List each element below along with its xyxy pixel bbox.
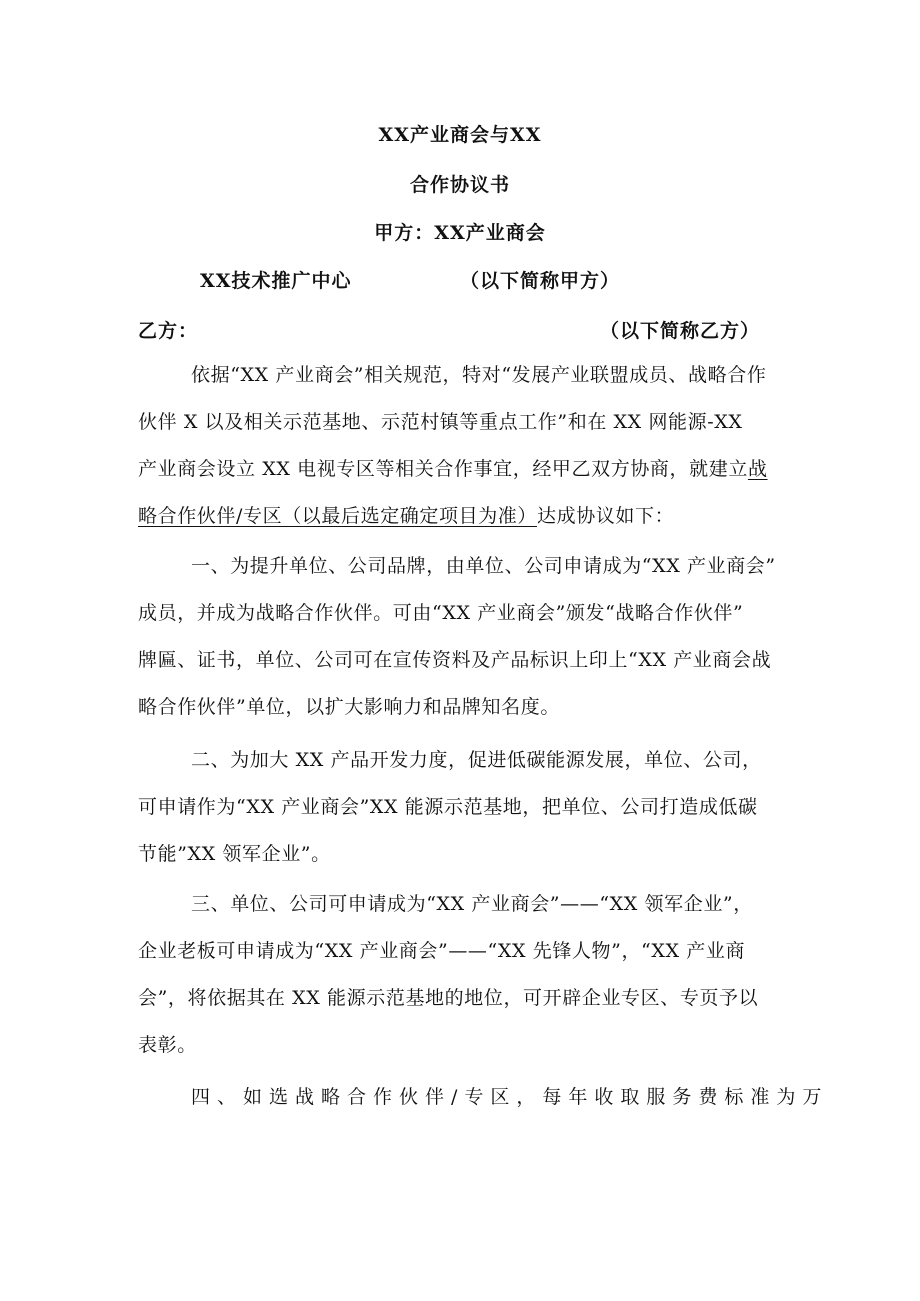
intro-line-4-text: 达成协议如下： <box>537 505 675 527</box>
intro-line-1: 依据“XX 产业商会”相关规范，特对“发展产业联盟成员、战略合作 <box>191 364 767 386</box>
intro-underlined-text-start: 战 <box>747 458 768 480</box>
clause-1-paragraph <box>138 543 786 731</box>
intro-underlined-text: 略合作伙伴/专区（以最后选定确定项目为准） <box>138 505 538 527</box>
intro-paragraph <box>138 352 786 540</box>
party-a-label: 甲方：XX产业商会 <box>374 222 546 244</box>
intro-line-4 <box>138 493 786 540</box>
clause-1-line-4: 略合作伙伴”单位，以扩大影响力和品牌知名度。 <box>138 696 560 718</box>
clause-1-line-2: 成员，并成为战略合作伙伴。可由“XX 产业商会”颁发“战略合作伙伴” <box>138 602 744 624</box>
clause-1-line-1: 一、为提升单位、公司品牌，由单位、公司申请成为“XX 产业商会” <box>191 555 776 577</box>
clause-2-line-3: 节能”XX 领军企业”。 <box>138 843 331 865</box>
intro-line-3-text: 产业商会设立 XX 电视专区等相关合作事宜，经甲乙双方协商，就建立 <box>138 458 748 480</box>
clause-3-line-2: 企业老板可申请成为“XX 产业商会”——“XX 先锋人物”，“XX 产业商 <box>138 940 746 962</box>
document-title-line2: 合作协议书 <box>409 174 510 196</box>
clause-3-line-1: 三、单位、公司可申请成为“XX 产业商会”——“XX 领军企业”， <box>191 893 753 915</box>
clause-4-line-1: 四、如选战略合作伙伴/专区，每年收取服务费标准为万 <box>191 1086 829 1108</box>
party-a-note: （以下简称甲方） <box>460 270 621 292</box>
intro-line-3 <box>138 446 786 493</box>
party-b-label: 乙方： <box>138 320 199 342</box>
clause-3-paragraph <box>138 881 786 1069</box>
clause-4-paragraph <box>138 1074 829 1121</box>
clause-2-line-2: 可申请作为“XX 产业商会”XX 能源示范基地，把单位、公司打造成低碳 <box>138 796 758 818</box>
clause-3-line-3: 会”，将依据其在 XX 能源示范基地的地位，可开辟企业专区、专页予以 <box>138 987 759 1009</box>
clause-1-line-3: 牌匾、证书，单位、公司可在宣传资料及产品标识上印上“XX 产业商会战 <box>138 649 772 671</box>
intro-line-2: 伙伴 X 以及相关示范基地、示范村镇等重点工作”和在 XX 网能源-XX <box>138 411 743 433</box>
party-b-note: （以下简称乙方） <box>600 320 761 342</box>
clause-2-paragraph <box>138 737 786 878</box>
document-title-line1: XX产业商会与XX <box>378 124 542 146</box>
clause-3-line-4: 表彰。 <box>138 1034 197 1056</box>
clause-2-line-1: 二、为加大 XX 产品开发力度，促进低碳能源发展，单位、公司， <box>191 749 762 771</box>
party-a-org: XX技术推广中心 <box>200 270 352 292</box>
